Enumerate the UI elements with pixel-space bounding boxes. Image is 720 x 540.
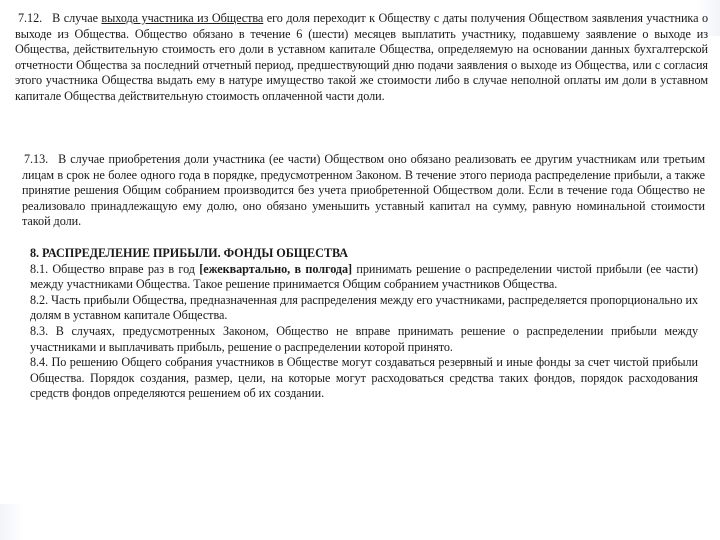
- underlined-phrase: выхода участника из Общества: [101, 11, 264, 25]
- section-8: [30, 246, 698, 402]
- paragraph-8-4: 8.4. По решению Общего собрания участников в Обществе могут создаваться резервный и иные фонды за счет чистой прибыли Общества. Порядок создания, размер, цели, на которые могут расходоваться средства таких фондов, порядок расходования средств фондов определяются решением об их создании.: [30, 355, 698, 401]
- section-heading: 8. РАСПРЕДЕЛЕНИЕ ПРИБЫЛИ. ФОНДЫ ОБЩЕСТВА: [30, 246, 349, 260]
- paragraph-7-12: [15, 11, 708, 105]
- clause-text: его доля переходит к Обществу с даты получения Обществом заявления участника о выходе из Общества. Общество обязано в течение 6 (шести) месяцев выплатить участнику, подавшему заявление о выходе из Общества, действительную стоимость его доли в уставном капитале Общества, определяемую на основании данных бухгалтерской отчетности Общества за последний отчетный период, предшествующий дню подачи заявления о выходе из Общества, или с согласия этого участника Общества выдать ему в натуре имущество такой же стоимости либо в случае неполной оплаты им доли в уставном капитале Общества действительную стоимость оплаченной части доли.: [15, 11, 708, 103]
- clause-text: В случае: [52, 11, 102, 25]
- paragraph-7-13: [22, 152, 705, 230]
- bold-phrase: [ежеквартально, в полгода]: [199, 261, 353, 276]
- clause-number: 7.12.: [18, 11, 43, 25]
- clause-number: 7.13.: [24, 152, 49, 166]
- corner-decoration: [0, 504, 24, 540]
- clause-text: В случае приобретения доли участника (ее части) Обществом оно обязано реализовать ее другим участникам или третьим лицам в срок не более одного года в порядке, предусмотренном Законом. В течение этого периода распределение прибыли, а также принятие решения Общим собранием производится без учета приобретенной Обществом доли. Если в течение года Общество не реализовало принадлежащую ему долю, оно обязано уменьшить уставный капитал на сумму, равную номинальной стоимости такой доли.: [22, 152, 705, 229]
- clause-text: 8.1. Общество вправе раз в год: [30, 261, 200, 276]
- clause-text: принимать решение о распределении чистой прибыли (ее части) между участниками Общества. Такое решение принимается Общим собранием участников Общества.: [30, 261, 698, 292]
- paragraph-8-3: 8.3. В случаях, предусмотренных Законом, Общество не вправе принимать решение о распределении прибыли между участниками и выплачивать прибыль, решение о распределении которой принято.: [30, 323, 698, 354]
- paragraph-8-2: 8.2. Часть прибыли Общества, предназначенная для распределения между его участниками, распределяется пропорционально их долям в уставном капитале Общества.: [30, 292, 698, 323]
- paragraph-8-1: [30, 262, 698, 293]
